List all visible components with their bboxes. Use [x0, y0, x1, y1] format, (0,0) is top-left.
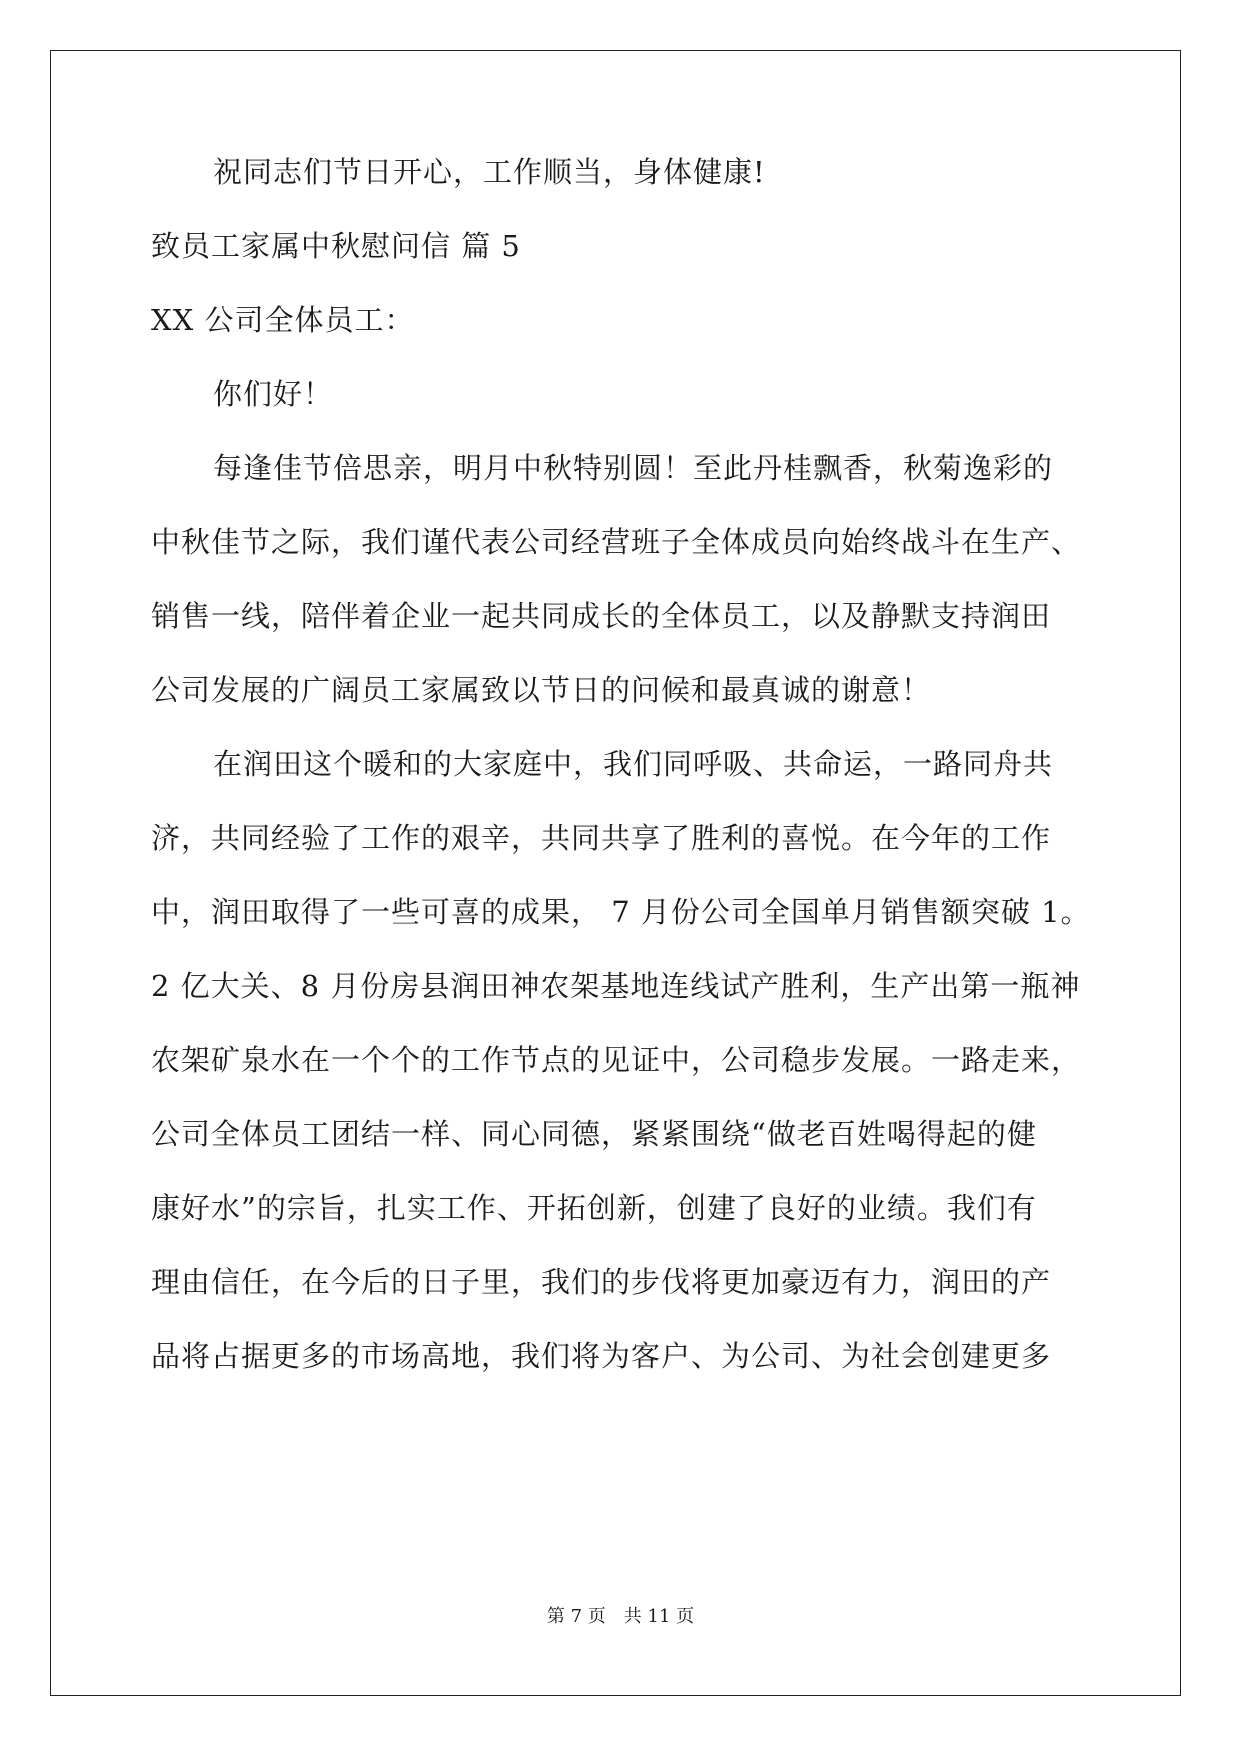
- paragraph-line: 2 亿大关、8 月份房县润田神农架基地连线试产胜利，生产出第一瓶神: [151, 969, 1081, 1003]
- salutation: XX 公司全体员工：: [151, 303, 415, 337]
- paragraph-line: 理由信任，在今后的日子里，我们的步伐将更加豪迈有力，润田的产: [151, 1265, 1052, 1299]
- greeting: 你们好！: [213, 377, 334, 411]
- section-heading: 致员工家属中秋慰问信 篇 5: [151, 229, 521, 263]
- closing-wish-line: 祝同志们节日开心，工作顺当，身体健康!: [213, 155, 766, 189]
- paragraph-line: 济，共同经验了工作的艰辛，共同共享了胜利的喜悦。在今年的工作: [151, 821, 1052, 855]
- paragraph-line: 康好水”的宗旨，扎实工作、开拓创新，创建了良好的业绩。我们有: [151, 1191, 1037, 1225]
- paragraph-line: 每逢佳节倍思亲，明月中秋特别圆！至此丹桂飘香，秋菊逸彩的: [213, 451, 1054, 485]
- paragraph-line: 品将占据更多的市场高地，我们将为客户、为公司、为社会创建更多: [151, 1339, 1052, 1373]
- paragraph-line: 中秋佳节之际，我们谨代表公司经营班子全体成员向始终战斗在生产、: [151, 525, 1082, 559]
- paragraph-line: 公司全体员工团结一样、同心同德，紧紧围绕“做老百姓喝得起的健: [151, 1117, 1037, 1151]
- paragraph-line: 在润田这个暖和的大家庭中，我们同呼吸、共命运，一路同舟共: [213, 747, 1054, 781]
- page-border: [50, 50, 1181, 1696]
- paragraph-line: 公司发展的广阔员工家属致以节日的问候和最真诚的谢意！: [151, 673, 932, 707]
- page-footer: 第 7 页 共 11 页: [546, 1606, 695, 1627]
- paragraph-line: 中，润田取得了一些可喜的成果， 7 月份公司全国单月销售额突破 1。: [151, 895, 1091, 929]
- paragraph-line: 农架矿泉水在一个个的工作节点的见证中，公司稳步发展。一路走来，: [151, 1043, 1082, 1077]
- paragraph-line: 销售一线，陪伴着企业一起共同成长的全体员工，以及静默支持润田: [151, 599, 1052, 633]
